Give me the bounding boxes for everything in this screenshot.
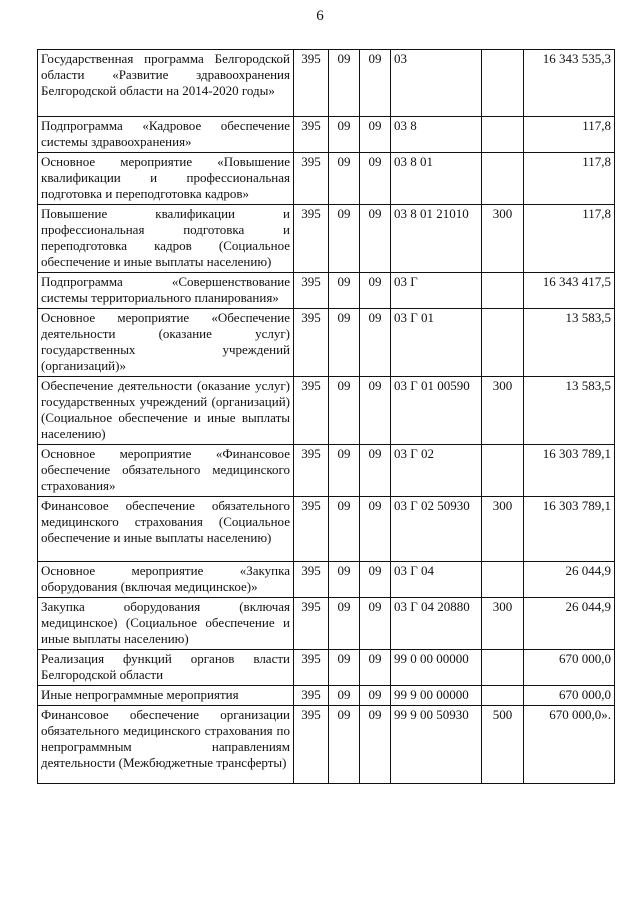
subsection-code: 09 [360, 445, 391, 497]
ministry-code: 395 [294, 153, 329, 205]
ministry-code: 395 [294, 497, 329, 562]
section-code: 09 [329, 650, 360, 686]
row-name: Повышение квалификации и профессиональная подготовка и переподготовка кадров (Социальное обеспечение и иные выплаты населению) [38, 205, 294, 273]
target-article-code: 03 Г [391, 273, 482, 309]
target-article-code: 99 9 00 50930 [391, 706, 482, 784]
section-code: 09 [329, 686, 360, 706]
ministry-code: 395 [294, 686, 329, 706]
row-name: Государственная программа Белгородской области «Развитие здравоохранения Белгородской области на 2014-2020 годы» [38, 50, 294, 117]
target-article-code: 03 8 01 [391, 153, 482, 205]
table-row [38, 377, 615, 445]
row-name: Основное мероприятие «Повышение квалификации и профессиональная подготовка и переподготовка кадров» [38, 153, 294, 205]
ministry-code: 395 [294, 50, 329, 117]
table-row [38, 562, 615, 598]
expense-type-code: 300 [482, 377, 524, 445]
expense-type-code [482, 650, 524, 686]
table-row [38, 273, 615, 309]
row-name: Закупка оборудования (включая медицинское) (Социальное обеспечение и иные выплаты населению) [38, 598, 294, 650]
ministry-code: 395 [294, 562, 329, 598]
amount: 670 000,0 [524, 650, 615, 686]
expense-type-code [482, 309, 524, 377]
target-article-code: 03 Г 04 20880 [391, 598, 482, 650]
section-code: 09 [329, 205, 360, 273]
expense-type-code [482, 562, 524, 598]
subsection-code: 09 [360, 686, 391, 706]
section-code: 09 [329, 50, 360, 117]
ministry-code: 395 [294, 445, 329, 497]
expense-type-code [482, 50, 524, 117]
section-code: 09 [329, 377, 360, 445]
section-code: 09 [329, 445, 360, 497]
target-article-code: 03 Г 01 00590 [391, 377, 482, 445]
expense-type-code: 500 [482, 706, 524, 784]
expense-type-code [482, 153, 524, 205]
amount: 670 000,0». [524, 706, 615, 784]
section-code: 09 [329, 273, 360, 309]
ministry-code: 395 [294, 309, 329, 377]
ministry-code: 395 [294, 117, 329, 153]
row-name: Реализация функций органов власти Белгородской области [38, 650, 294, 686]
section-code: 09 [329, 562, 360, 598]
row-name: Основное мероприятие «Обеспечение деятельности (оказание услуг) государственных учреждений (организаций)» [38, 309, 294, 377]
section-code: 09 [329, 309, 360, 377]
budget-table [37, 49, 615, 784]
expense-type-code: 300 [482, 598, 524, 650]
expense-type-code [482, 445, 524, 497]
target-article-code: 03 Г 02 50930 [391, 497, 482, 562]
target-article-code: 03 8 01 21010 [391, 205, 482, 273]
amount: 13 583,5 [524, 309, 615, 377]
row-name: Обеспечение деятельности (оказание услуг) государственных учреждений (организаций) (Социальное обеспечение и иные выплаты населению) [38, 377, 294, 445]
target-article-code: 03 Г 01 [391, 309, 482, 377]
expense-type-code: 300 [482, 205, 524, 273]
row-name: Основное мероприятие «Финансовое обеспечение обязательного медицинского страхования» [38, 445, 294, 497]
target-article-code: 03 [391, 50, 482, 117]
amount: 13 583,5 [524, 377, 615, 445]
subsection-code: 09 [360, 50, 391, 117]
ministry-code: 395 [294, 377, 329, 445]
target-article-code: 03 Г 04 [391, 562, 482, 598]
table-row [38, 686, 615, 706]
table-row [38, 117, 615, 153]
subsection-code: 09 [360, 706, 391, 784]
target-article-code: 99 0 00 00000 [391, 650, 482, 686]
amount: 117,8 [524, 153, 615, 205]
amount: 16 343 535,3 [524, 50, 615, 117]
subsection-code: 09 [360, 650, 391, 686]
amount: 26 044,9 [524, 598, 615, 650]
table-row [38, 153, 615, 205]
row-name: Иные непрограммные мероприятия [38, 686, 294, 706]
subsection-code: 09 [360, 497, 391, 562]
amount: 26 044,9 [524, 562, 615, 598]
expense-type-code [482, 117, 524, 153]
subsection-code: 09 [360, 598, 391, 650]
expense-type-code [482, 686, 524, 706]
row-name: Финансовое обеспечение обязательного медицинского страхования (Социальное обеспечение и иные выплаты населению) [38, 497, 294, 562]
subsection-code: 09 [360, 153, 391, 205]
row-name: Подпрограмма «Совершенствование системы территориального планирования» [38, 273, 294, 309]
subsection-code: 09 [360, 562, 391, 598]
subsection-code: 09 [360, 117, 391, 153]
target-article-code: 03 Г 02 [391, 445, 482, 497]
table-row [38, 650, 615, 686]
page-number: 6 [316, 8, 324, 24]
subsection-code: 09 [360, 309, 391, 377]
section-code: 09 [329, 153, 360, 205]
section-code: 09 [329, 598, 360, 650]
table-row [38, 205, 615, 273]
target-article-code: 99 9 00 00000 [391, 686, 482, 706]
section-code: 09 [329, 117, 360, 153]
ministry-code: 395 [294, 650, 329, 686]
expense-type-code: 300 [482, 497, 524, 562]
table-row [38, 445, 615, 497]
target-article-code: 03 8 [391, 117, 482, 153]
row-name: Финансовое обеспечение организации обязательного медицинского страхования по непрограммным направлениям деятельности (Межбюджетные трансферты) [38, 706, 294, 784]
amount: 117,8 [524, 117, 615, 153]
table-row [38, 50, 615, 117]
amount: 670 000,0 [524, 686, 615, 706]
table-row [38, 497, 615, 562]
subsection-code: 09 [360, 377, 391, 445]
ministry-code: 395 [294, 598, 329, 650]
ministry-code: 395 [294, 273, 329, 309]
amount: 117,8 [524, 205, 615, 273]
amount: 16 303 789,1 [524, 445, 615, 497]
ministry-code: 395 [294, 706, 329, 784]
section-code: 09 [329, 706, 360, 784]
table-row [38, 706, 615, 784]
table-row [38, 309, 615, 377]
section-code: 09 [329, 497, 360, 562]
expense-type-code [482, 273, 524, 309]
row-name: Основное мероприятие «Закупка оборудования (включая медицинское)» [38, 562, 294, 598]
subsection-code: 09 [360, 205, 391, 273]
table-row [38, 598, 615, 650]
amount: 16 343 417,5 [524, 273, 615, 309]
amount: 16 303 789,1 [524, 497, 615, 562]
subsection-code: 09 [360, 273, 391, 309]
row-name: Подпрограмма «Кадровое обеспечение системы здравоохранения» [38, 117, 294, 153]
ministry-code: 395 [294, 205, 329, 273]
